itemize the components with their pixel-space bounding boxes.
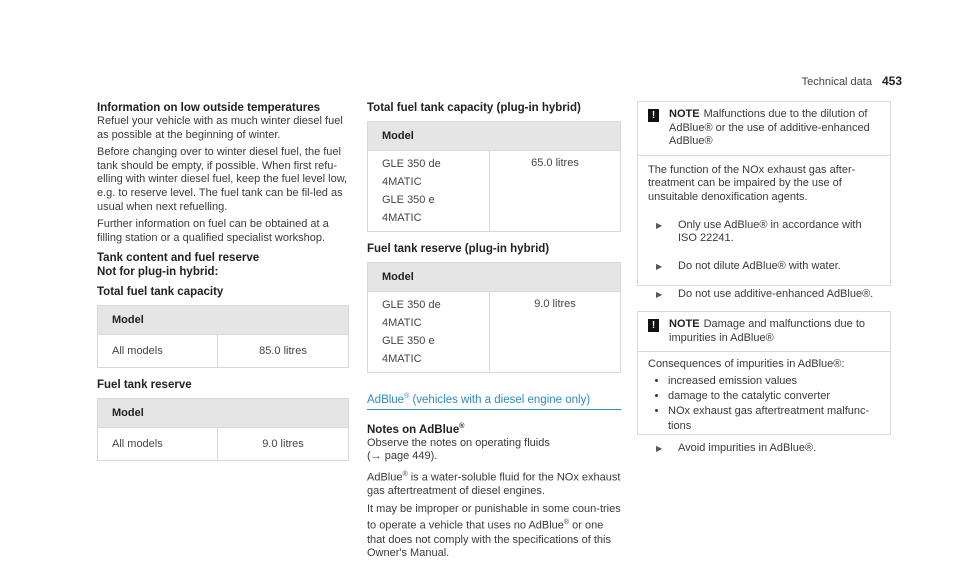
table-cell-value: 65.0 litres bbox=[489, 151, 620, 231]
table-cell-value: 85.0 litres bbox=[217, 335, 348, 367]
para-adblue-desc: AdBlue® is a water-soluble fluid for the NOx exhaust gas aftertreatment of diesel engines. bbox=[367, 470, 621, 498]
note-title: Damage and malfunctions due to impurities in AdBlue® bbox=[669, 318, 865, 344]
para-improper: It may be improper or punishable in some coun-tries to operate a vehicle that uses no AdBlue® or one that does not comply with the specifications of this Owner's Manual. bbox=[367, 502, 621, 560]
section-divider bbox=[367, 409, 621, 410]
step-text: Avoid impurities in AdBlue®. bbox=[678, 441, 817, 454]
table-header: Model bbox=[98, 306, 348, 334]
para-changing: Before changing over to winter diesel fuel, the fuel tank should be empty, if possible. When first refu-elling with winter diesel fuel, keep the fuel level low, e.g. to reserve level. The fuel tank can be fil-led as usual when next refuelling. bbox=[97, 146, 348, 213]
step-item bbox=[648, 260, 880, 274]
table-cell-value: 9.0 litres bbox=[489, 292, 620, 372]
heading-total-capacity: Total fuel tank capacity bbox=[97, 286, 224, 299]
step-item bbox=[648, 219, 880, 246]
table-header: Model bbox=[98, 399, 348, 427]
note-header bbox=[638, 312, 890, 351]
note-text: The function of the NOx exhaust gas after-treatment can be impaired by the use of unsuitable denoxification agents. bbox=[648, 163, 856, 203]
heading-not-plugin: Not for plug-in hybrid: bbox=[97, 266, 219, 279]
list-item: • increased emission values bbox=[668, 374, 880, 389]
adblue-section-link[interactable]: AdBlue® (vehicles with a diesel engine only) bbox=[367, 393, 591, 406]
step-text: Only use AdBlue® in accordance with ISO 22241. bbox=[678, 218, 862, 245]
table-row bbox=[98, 427, 348, 460]
step-text: Do not use additive-enhanced AdBlue®. bbox=[678, 287, 874, 300]
note-text: Consequences of impurities in AdBlue®: bbox=[648, 358, 845, 371]
heading-plugin-capacity: Total fuel tank capacity (plug-in hybrid) bbox=[367, 102, 581, 114]
model-name: GLE 350 de 4MATIC bbox=[382, 299, 441, 329]
text-improper: It may be improper or punishable in some coun-tries to operate a vehicle that uses no AdBlue bbox=[367, 502, 621, 532]
table-row bbox=[368, 291, 620, 372]
link-text-suffix: (vehicles with a diesel engine only) bbox=[409, 393, 591, 406]
heading-tank-reserve: Fuel tank reserve bbox=[97, 379, 192, 392]
page-number: 453 bbox=[881, 74, 902, 88]
table-cell-model: All models bbox=[112, 438, 163, 451]
arrow-icon: ▶ bbox=[656, 289, 663, 299]
para-further-info: Further information on fuel can be obtained at a filling station or a qualified specialist workshop. bbox=[97, 218, 329, 244]
table-cell-models bbox=[368, 151, 489, 231]
column-middle bbox=[367, 101, 621, 561]
table-cell-value: 9.0 litres bbox=[217, 428, 348, 460]
note-body bbox=[638, 155, 890, 310]
text-adblue: AdBlue bbox=[367, 471, 403, 484]
para-observe: Observe the notes on operating fluids bbox=[367, 436, 550, 449]
warning-icon: ! bbox=[648, 109, 659, 122]
table-cell-models bbox=[368, 292, 489, 372]
arrow-icon: ▶ bbox=[656, 220, 663, 230]
section-title: Technical data bbox=[801, 76, 872, 88]
bullet-list bbox=[648, 374, 880, 434]
column-left bbox=[97, 101, 349, 461]
heading-text: Notes on AdBlue bbox=[367, 423, 460, 436]
table-plugin-capacity bbox=[367, 121, 621, 232]
link-text: AdBlue bbox=[367, 393, 405, 406]
text-specs: or one that does not comply with the specifications of this Owner's Manual. bbox=[367, 519, 611, 560]
note-label: NOTE bbox=[669, 318, 700, 330]
model-name: GLE 350 e 4MATIC bbox=[382, 194, 435, 224]
page-header bbox=[802, 74, 902, 88]
table-plugin-reserve bbox=[367, 262, 621, 373]
list-item: • damage to the catalytic converter bbox=[668, 389, 880, 404]
step-item bbox=[648, 442, 880, 456]
arrow-icon: ▶ bbox=[656, 443, 663, 453]
table-cell-model: All models bbox=[112, 345, 163, 358]
page-reference-link[interactable]: (→ page 449). bbox=[367, 450, 438, 463]
note-impurities bbox=[637, 311, 891, 454]
note-label: NOTE bbox=[669, 108, 700, 120]
table-row bbox=[368, 150, 620, 231]
table-header: Model bbox=[368, 122, 620, 150]
table-tank-reserve bbox=[97, 398, 349, 461]
list-item: • NOx exhaust gas aftertreatment malfunc-tions bbox=[668, 404, 880, 434]
table-header: Model bbox=[368, 263, 620, 291]
note-header bbox=[638, 102, 890, 155]
warning-icon: ! bbox=[648, 319, 659, 332]
arrow-icon: ▶ bbox=[656, 261, 663, 271]
note-dilution bbox=[637, 101, 891, 300]
para-refuel: Refuel your vehicle with as much winter diesel fuel as possible at the beginning of winter. bbox=[97, 115, 343, 141]
table-total-capacity bbox=[97, 305, 349, 368]
heading-notes-adblue: Notes on AdBlue® bbox=[367, 422, 465, 436]
step-text: Do not dilute AdBlue® with water. bbox=[678, 259, 841, 272]
text-desc: is a water-soluble fluid for the NOx exhaust gas aftertreatment of diesel engines. bbox=[367, 471, 621, 498]
heading-tank-content: Tank content and fuel reserve bbox=[97, 252, 260, 265]
table-row bbox=[98, 334, 348, 367]
step-item bbox=[648, 288, 880, 302]
note-body bbox=[638, 351, 890, 464]
model-name: GLE 350 e 4MATIC bbox=[382, 335, 435, 365]
model-name: GLE 350 de 4MATIC bbox=[382, 158, 441, 188]
heading-low-temps: Information on low outside temperatures bbox=[97, 102, 320, 114]
note-title: Malfunctions due to the dilution of AdBlue® or the use of additive-enhanced AdBlue® bbox=[669, 108, 870, 148]
heading-plugin-reserve: Fuel tank reserve (plug-in hybrid) bbox=[367, 243, 550, 255]
